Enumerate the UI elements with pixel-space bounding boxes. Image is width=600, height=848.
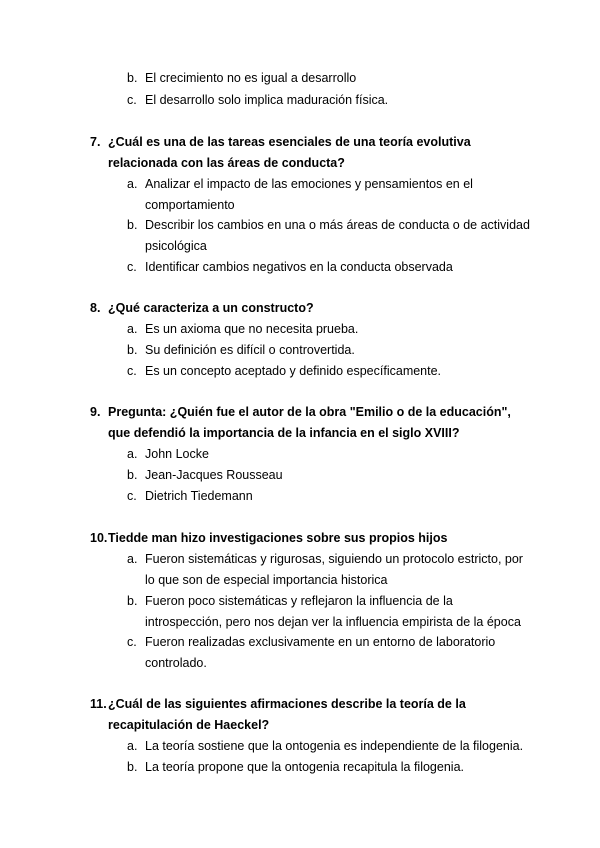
option-letter: b.	[127, 343, 138, 357]
option-text: La teoría propone que la ontogenia recapitula la filogenia.	[145, 760, 464, 774]
option-letter: a.	[127, 322, 138, 336]
option-text: La teoría sostiene que la ontogenia es independiente de la filogenia.	[145, 739, 524, 753]
question-title: ¿Cuál de las siguientes afirmaciones describe la teoría de la recapitulación de Haeckel?	[108, 697, 466, 732]
question-number: 7.	[90, 135, 101, 149]
option-letter: c.	[127, 635, 137, 649]
question-number: 8.	[90, 301, 101, 315]
option-letter: c.	[127, 364, 137, 378]
question-title: ¿Cuál es una de las tareas esenciales de una teoría evolutiva relacionada con las áreas de conducta?	[108, 135, 471, 170]
question-number: 9.	[90, 405, 101, 419]
option-letter: a.	[127, 177, 138, 191]
option-text: Dietrich Tiedemann	[145, 489, 253, 503]
option-letter: a.	[127, 447, 138, 461]
option-text: El crecimiento no es igual a desarrollo	[145, 71, 357, 85]
option-letter: b.	[127, 71, 138, 85]
option-text: Fueron realizadas exclusivamente en un entorno de laboratorio controlado.	[145, 635, 496, 670]
option-text: Es un axioma que no necesita prueba.	[145, 322, 359, 336]
option-letter: a.	[127, 739, 138, 753]
option-text: Describir los cambios en una o más áreas de conducta o de actividad psicológica	[145, 218, 530, 253]
option-letter: c.	[127, 489, 137, 503]
option-text: El desarrollo solo implica maduración física.	[145, 93, 389, 107]
option-text: Fueron poco sistemáticas y reflejaron la influencia de la introspección, pero nos dejan ver la influencia empirista de la época	[145, 594, 521, 629]
option-letter: c.	[127, 260, 137, 274]
option-letter: b.	[127, 218, 138, 232]
option-text: Es un concepto aceptado y definido específicamente.	[145, 364, 442, 378]
question-number: 10.	[90, 531, 108, 545]
option-text: Fueron sistemáticas y rigurosas, siguiendo un protocolo estricto, por lo que son de especial importancia historica	[145, 552, 523, 587]
option-letter: b.	[127, 760, 138, 774]
option-text: Su definición es difícil o controvertida.	[145, 343, 355, 357]
question-title: ¿Qué caracteriza a un constructo?	[108, 301, 314, 315]
question-number: 11.	[90, 697, 107, 711]
option-text: Identificar cambios negativos en la conducta observada	[145, 260, 453, 274]
option-letter: b.	[127, 594, 138, 608]
option-letter: c.	[127, 93, 137, 107]
option-text: Jean-Jacques Rousseau	[145, 468, 283, 482]
option-text: Analizar el impacto de las emociones y pensamientos en el comportamiento	[145, 177, 473, 212]
option-letter: b.	[127, 468, 138, 482]
option-text: John Locke	[145, 447, 209, 461]
question-title: Pregunta: ¿Quién fue el autor de la obra "Emilio o de la educación", que defendió la importancia de la infancia en el siglo XVIII?	[108, 405, 511, 440]
question-title: Tiedde man hizo investigaciones sobre sus propios hijos	[108, 531, 448, 545]
option-letter: a.	[127, 552, 138, 566]
